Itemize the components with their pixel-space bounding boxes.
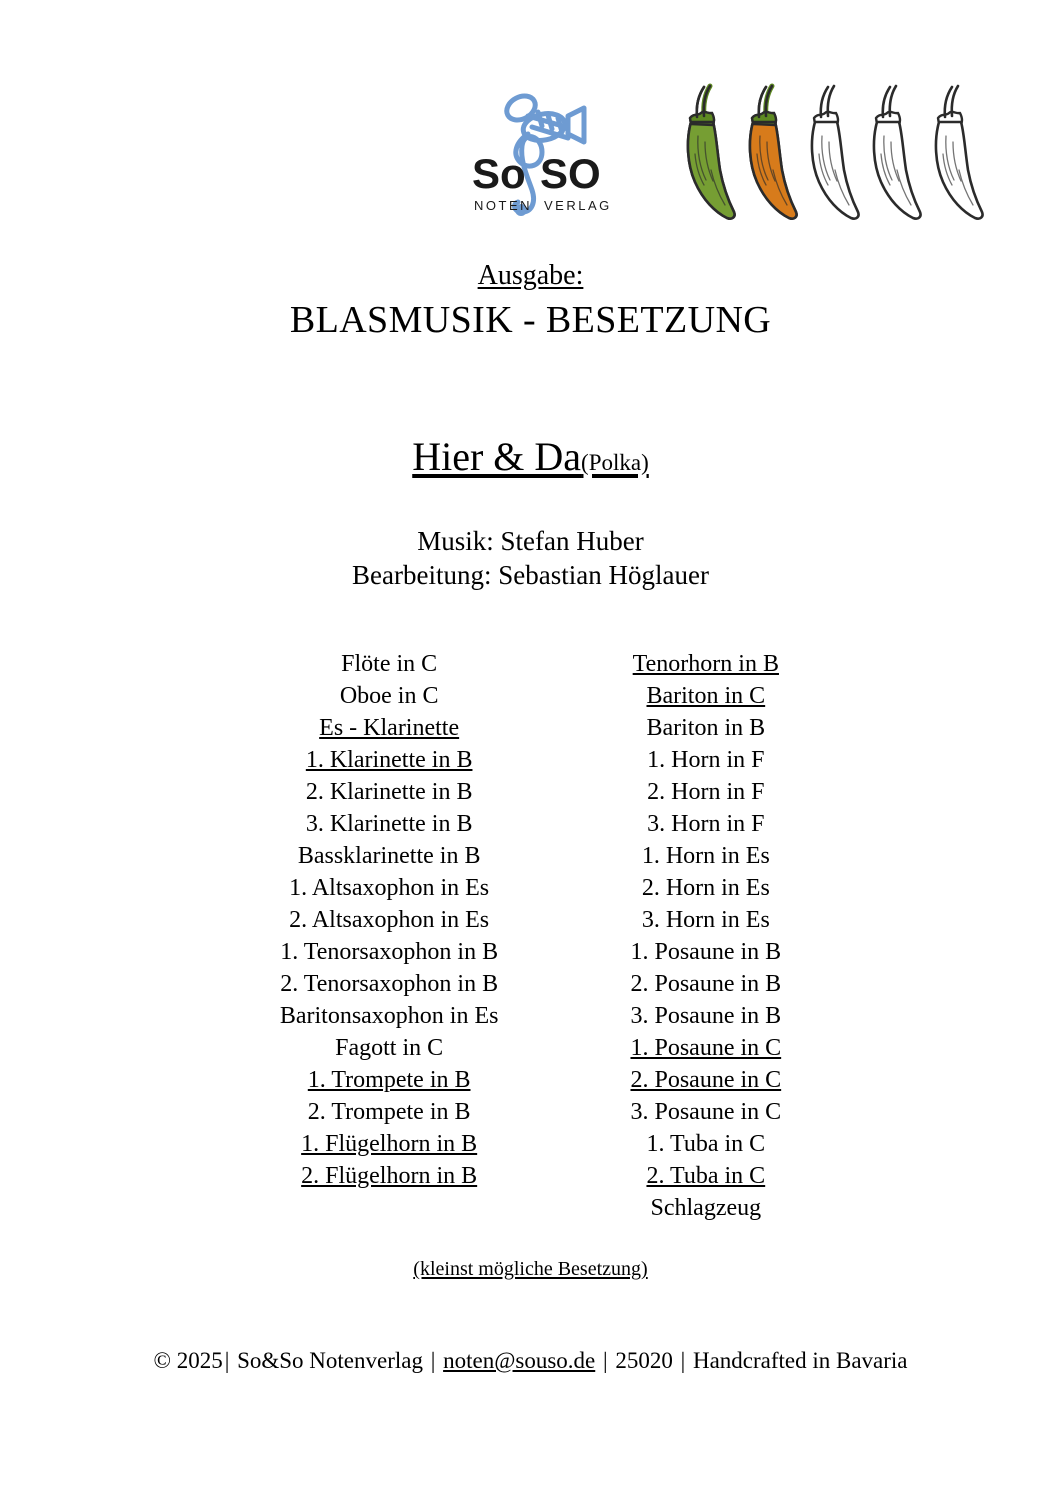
svg-text:NOTEN: NOTEN <box>474 198 532 213</box>
instrument-item: Baritonsaxophon in Es <box>279 1003 499 1029</box>
instrument-item: 2. Posaune in B <box>630 971 782 997</box>
header-band <box>0 68 1061 233</box>
svg-text:VERLAG: VERLAG <box>544 198 612 213</box>
svg-text:So: So <box>472 150 526 197</box>
edition-name: BLASMUSIK - BESETZUNG <box>289 299 772 341</box>
instrumentation-right-column <box>630 648 781 1224</box>
instrument-item: Bassklarinette in B <box>297 843 481 869</box>
footer-separator-4: | <box>680 1348 686 1373</box>
instrumentation-list <box>0 648 1061 1224</box>
instrument-item: 2. Klarinette in B <box>305 779 473 805</box>
soso-noten-verlag-logo <box>462 82 622 230</box>
footer-tagline: Handcrafted in Bavaria <box>692 1348 908 1373</box>
instrument-item: Schlagzeug <box>650 1195 762 1221</box>
instrument-item: 3. Klarinette in B <box>305 811 473 837</box>
credits-block <box>0 524 1061 592</box>
instrument-item: 2. Horn in F <box>647 779 765 805</box>
instrument-item: Bariton in B <box>646 715 766 741</box>
piece-title <box>412 432 649 488</box>
instrument-item: Bariton in C <box>646 683 766 709</box>
instrument-item: 3. Posaune in C <box>630 1099 782 1125</box>
instrument-item: 1. Trompete in B <box>307 1067 471 1093</box>
instrument-item: 2. Altsaxophon in Es <box>289 907 490 933</box>
footer-publisher: So&So Notenverlag <box>237 1348 423 1373</box>
edition-block <box>0 258 1061 344</box>
piece-genre: (Polka) <box>581 450 649 475</box>
chili-icon-5 <box>936 86 983 219</box>
instrument-item: 1. Horn in F <box>647 747 765 773</box>
instrument-item: 1. Posaune in C <box>630 1035 782 1061</box>
instrument-item: 3. Horn in F <box>647 811 765 837</box>
svg-text:SO: SO <box>540 150 601 197</box>
piece-title-main: Hier & Da <box>412 434 582 479</box>
instrument-item: 1. Horn in Es <box>641 843 770 869</box>
chili-difficulty-rating <box>678 74 1008 229</box>
instrument-item: 1. Altsaxophon in Es <box>289 875 490 901</box>
edition-label: Ausgabe: <box>477 260 584 291</box>
instrument-item: 2. Tuba in C <box>646 1163 766 1189</box>
instrument-item: 1. Flügelhorn in B <box>301 1131 478 1157</box>
footer-catalog-number: 25020 <box>615 1348 673 1373</box>
arrangement-credit: Bearbeitung: Sebastian Höglauer <box>352 560 709 590</box>
instrument-item: Fagott in C <box>335 1035 444 1061</box>
footer-separator-1: | <box>224 1348 230 1373</box>
music-credit: Musik: Stefan Huber <box>417 526 644 556</box>
minimum-instrumentation-text: (kleinst mögliche Besetzung) <box>413 1258 648 1280</box>
footer-copyright: © 2025 <box>153 1348 223 1373</box>
instrument-item: Tenorhorn in B <box>632 651 779 677</box>
instrument-item: 1. Tenorsaxophon in B <box>280 939 499 965</box>
instrument-item: 3. Posaune in B <box>630 1003 782 1029</box>
minimum-instrumentation-note <box>0 1258 1061 1281</box>
title-block <box>0 432 1061 592</box>
instrument-item: 2. Tenorsaxophon in B <box>280 971 499 997</box>
instrument-item: Es - Klarinette <box>319 715 460 741</box>
instrument-item: 1. Tuba in C <box>646 1131 766 1157</box>
instrument-item: Oboe in C <box>339 683 439 709</box>
instrument-item: 1. Klarinette in B <box>305 747 473 773</box>
instrumentation-left-column <box>280 648 499 1224</box>
chili-icon-1 <box>688 86 735 219</box>
chili-icon-3 <box>812 86 859 219</box>
instrument-item: 2. Posaune in C <box>630 1067 782 1093</box>
chili-icon-4 <box>874 86 921 219</box>
chili-icon-2 <box>750 86 797 219</box>
footer-separator-2: | <box>430 1348 436 1373</box>
instrument-item: 2. Horn in Es <box>641 875 770 901</box>
page-footer <box>0 1346 1061 1376</box>
footer-separator-3: | <box>602 1348 608 1373</box>
instrument-item: 1. Posaune in B <box>630 939 782 965</box>
footer-email-link[interactable]: noten@souso.de <box>443 1348 596 1373</box>
instrument-item: 2. Trompete in B <box>307 1099 471 1125</box>
instrument-item: 2. Flügelhorn in B <box>301 1163 478 1189</box>
instrument-item: Flöte in C <box>341 651 438 677</box>
instrument-item: 3. Horn in Es <box>641 907 770 933</box>
